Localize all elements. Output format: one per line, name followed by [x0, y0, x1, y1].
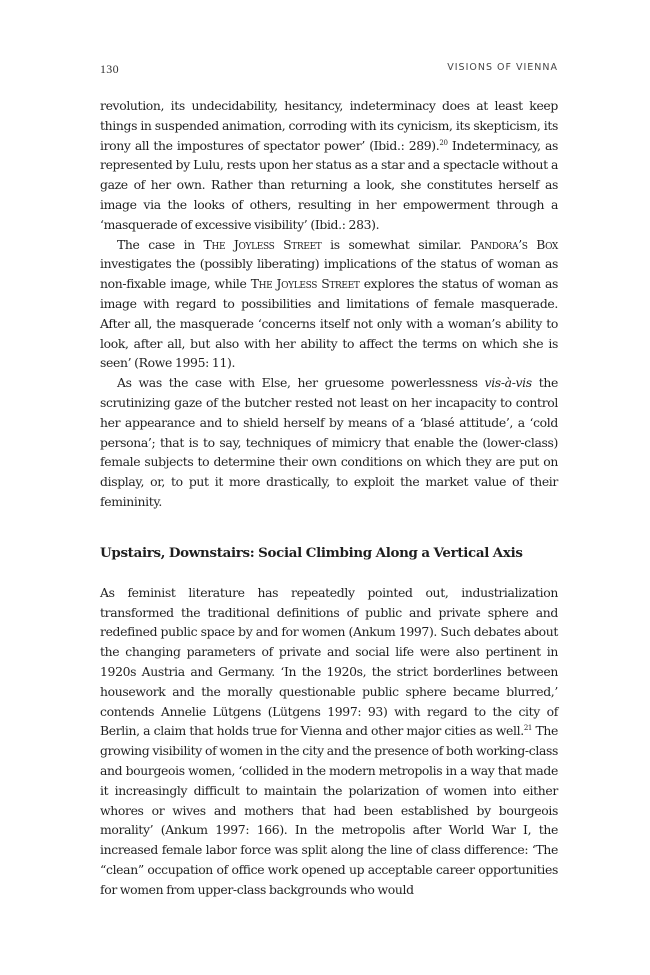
- text-segment: The case in: [117, 236, 204, 252]
- italic-phrase: vis-à-vis: [484, 375, 532, 391]
- film-title: The Joyless Street: [250, 276, 360, 292]
- text-segment: the scrutinizing gaze of the butcher rested not least on her incapacity to control her appearance and to shield herself by means of a ‘blasé attitude’, a ‘cold persona’; that is to say, techniques of mimicry that enable the (lower-class) female subjects to determine their own conditions on which they are put on display, or, to put it more drastically, to exploit the market value of their femininity.: [100, 375, 559, 509]
- film-title: Pandora’s Box: [470, 236, 558, 252]
- text-segment: is somewhat similar.: [321, 236, 471, 252]
- paragraph-feminist-literature: [100, 583, 558, 900]
- page-header: [100, 62, 558, 76]
- paragraph-continued: [100, 96, 558, 235]
- text-segment: The growing visibility of women in the city and the presence of both working-class and bourgeois women, ‘collided in the modern metropolis in a way that made it increasingly difficult to maintain the polarization of women into either whores or wives and mothers that had been established by bourgeois morality’ (Ankum 1997: 166). In the metropolis after World War I, the increased female labor force was split along the line of class difference: ‘The “clean” occupation of office work opened up acceptable career opportunities for women from upper-class backgrounds who would: [100, 723, 558, 897]
- running-head: VISIONS OF VIENNA: [447, 62, 558, 73]
- text-segment: As was the case with Else, her gruesome powerlessness: [117, 375, 485, 391]
- text-segment: Indeterminacy, as represented by Lulu, rests upon her status as a star and a spectacle without a gaze of her own. Rather than returning a look, she constitutes herself as image via the looks of others, resulting in her empowerment through a ‘masquerade of excessive visibility’ (Ibid.: 283).: [100, 137, 558, 232]
- film-title: The Joyless Street: [203, 236, 322, 252]
- text-segment: explores the status of woman as image with regard to possibilities and limitations of female masquerade. After all, the masquerade ‘concerns itself not only with a woman’s ability to look, after all, but also with her ability to affect the terms on which she is seen’ (Rowe 1995: 11).: [100, 276, 559, 371]
- footnote-marker: 20: [439, 138, 448, 147]
- body-text: [100, 96, 558, 899]
- text-segment: revolution, its undecidability, hesitancy, indeterminacy does at least keep things in suspended animation, corroding with its cynicism, its skepticism, its irony all the impostures of spectator power’ (Ibid.: 289).: [100, 98, 558, 153]
- section-heading: Upstairs, Downstairs: Social Climbing Along a Vertical Axis: [100, 544, 523, 561]
- text-segment: As feminist literature has repeatedly pointed out, industrialization transformed the traditional definitions of public and private sphere and redefined public space by and for women (Ankum 1997). Such debates about the changing parameters of private and social life were also pertinent in 1920s Austria and Germany. ‘In the 1920s, the strict borderlines between housework and the morally questionable public sphere became blurred,’ contends Annelie Lütgens (Lütgens 1997: 93) with regard to the city of Berlin, a claim that holds true for Vienna and other major cities as well.: [100, 584, 558, 739]
- text-segment: investigates the (possibly liberating) implications of the status of woman as non-fixable image, while: [100, 256, 558, 292]
- paragraph-joyless-street: [100, 235, 558, 374]
- footnote-marker: 21: [523, 724, 533, 733]
- page-number: 130: [100, 62, 119, 76]
- paragraph-else: [100, 373, 558, 512]
